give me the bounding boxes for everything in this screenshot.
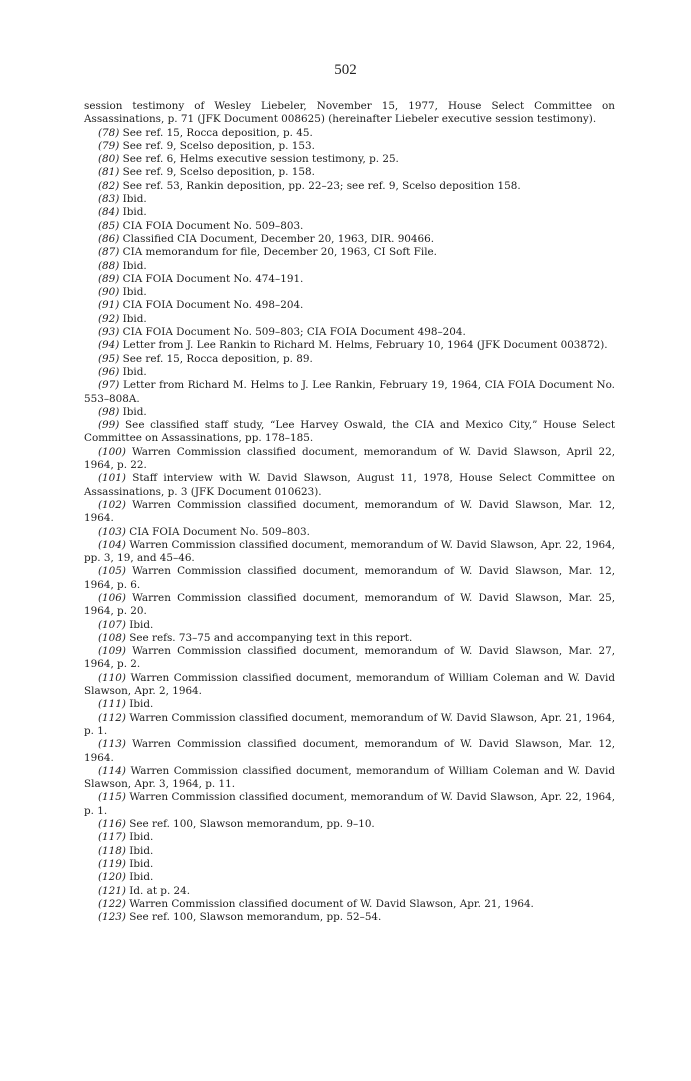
footnote-text: CIA FOIA Document No. 509–803; CIA FOIA Document 498–204. [122,326,466,339]
footnote-number: (106) [98,591,126,604]
footnote-number: (95) [98,352,120,365]
footnote-entry [84,818,615,831]
footnote-number: (84) [98,206,120,219]
footnote-number: (113) [98,738,126,751]
footnote-number: (112) [98,711,126,724]
footnote-number: (109) [98,645,126,658]
footnote-text: Ibid. [122,405,147,418]
footnote-text: Ibid. [122,286,147,299]
footnote-number: (97) [98,379,120,392]
footnote-number: (85) [98,219,120,232]
footnote-number: (79) [98,139,120,152]
footnote-number: (78) [98,126,120,139]
footnote-entry [84,286,615,299]
footnote-text: Staff interview with W. David Slawson, August 11, 1978, House Select Committee on Assassinations, p. 3 (JFK Document 010623). [84,472,616,498]
footnote-entry [84,246,615,259]
footnote-text: Ibid. [129,857,154,870]
footnote-entry [84,885,615,898]
footnote-entry [84,353,615,366]
footnote-number: (94) [98,339,120,352]
footnote-number: (83) [98,193,120,206]
footnote-entry [84,831,615,844]
footnote-entry [84,140,615,153]
footnote-text: Warren Commission classified document, memorandum of W. David Slawson, Apr. 21, 1964, p. 1. [84,711,615,737]
footnote-entry [84,765,615,792]
footnote-number: (121) [98,884,126,897]
footnote-number: (123) [98,911,126,924]
footnote-entry [84,858,615,871]
footnote-number: (100) [98,445,126,458]
footnote-entry [84,698,615,711]
footnote-number: (102) [98,498,126,511]
footnote-entry [84,738,615,765]
footnote-number: (111) [98,698,126,711]
footnote-entry [84,871,615,884]
footnote-number: (82) [98,179,120,192]
footnote-text: Warren Commission classified document, memorandum of W. David Slawson, Mar. 12, 1964. [84,738,615,764]
footnote-number: (122) [98,897,126,910]
footnote-number: (89) [98,272,120,285]
footnote-continuation [84,100,615,127]
footnote-entry [84,712,615,739]
footnote-number: (91) [98,299,120,312]
footnote-number: (116) [98,818,126,831]
footnote-text: Ibid. [129,618,154,631]
footnote-text: Warren Commission classified document of W. David Slawson, Apr. 21, 1964. [129,897,534,910]
footnote-text: CIA FOIA Document No. 509–803. [122,219,304,232]
footnote-text: See ref. 53, Rankin deposition, pp. 22–23; see ref. 9, Scelso deposition 158. [122,179,521,192]
footnote-text: Warren Commission classified document, memorandum of W. David Slawson, Mar. 25, 1964, p. 20. [84,591,615,618]
footnote-text: See ref. 15, Rocca deposition, p. 45. [122,126,313,139]
footnote-entry [84,153,615,166]
footnote-entry [84,898,615,911]
footnote-text: Ibid. [129,844,154,857]
footnote-text: Ibid. [122,206,147,219]
footnote-number: (98) [98,405,120,418]
footnote-number: (99) [98,419,120,432]
footnote-text: Classified CIA Document, December 20, 1963, DIR. 90466. [122,232,435,245]
footnote-entry [84,313,615,326]
footnote-text: See ref. 6, Helms executive session testimony, p. 25. [122,153,399,166]
footnote-text: Ibid. [122,259,147,272]
footnote-entry [84,526,615,539]
footnote-entry [84,206,615,219]
footnote-text: Ibid. [129,871,154,884]
footnote-entry [84,166,615,179]
footnote-text: Warren Commission classified document, memorandum of William Coleman and W. David Slawson, Apr. 3, 1964, p. 11. [84,764,615,791]
footnote-number: (93) [98,326,120,339]
footnote-text: See ref. 100, Slawson memorandum, pp. 52–54. [129,911,382,924]
footnote-entry [84,233,615,246]
footnote-text: Warren Commission classified document, memorandum of W. David Slawson, Mar. 12, 1964. [84,498,615,525]
footnote-text: Id. at p. 24. [129,884,191,897]
page-number: 502 [334,62,357,78]
footnote-entry [84,645,615,672]
footnote-text: Warren Commission classified document, memorandum of W. David Slawson, Mar. 12, 1964, p. 6. [84,565,615,591]
footnote-text: session testimony of Wesley Liebeler, November 15, 1977, House Select Committee on Assassinations, p. 71 (JFK Document 008625) (hereinafter Liebeler executive session testimony). [84,100,615,126]
footnote-number: (87) [98,246,120,259]
footnote-number: (80) [98,153,120,166]
footnote-text: Ibid. [129,831,154,844]
footnote-number: (120) [98,871,126,884]
footnote-number: (110) [98,671,126,684]
footnote-number: (115) [98,791,126,804]
footnote-text: Warren Commission classified document, memorandum of William Coleman and W. David Slawson, Apr. 2, 1964. [84,671,615,698]
footnote-text: See refs. 73–75 and accompanying text in this report. [129,631,413,644]
footnote-text: Ibid. [122,312,147,325]
footnote-number: (108) [98,631,126,644]
footnote-entry [84,592,615,619]
footnote-entry [84,619,615,632]
footnote-entry [84,632,615,645]
footnote-number: (105) [98,565,126,578]
footnote-text: Warren Commission classified document, memorandum of W. David Slawson, April 22, 1964, p. 22. [84,445,615,472]
footnote-text: See classified staff study, “Lee Harvey Oswald, the CIA and Mexico City,” House Select Committee on Assassinations, pp. 178–185. [84,419,615,445]
footnote-text: Ibid. [122,365,147,378]
footnote-entry [84,472,615,499]
footnote-entry [84,845,615,858]
footnote-number: (101) [98,472,126,485]
footnote-number: (117) [98,831,126,844]
footnote-entry [84,339,615,352]
footnote-number: (118) [98,844,126,857]
footnote-number: (88) [98,259,120,272]
footnote-entry [84,299,615,312]
footnote-number: (107) [98,618,126,631]
footnote-number: (86) [98,232,120,245]
footnote-entry [84,791,615,818]
footnote-text: See ref. 9, Scelso deposition, p. 153. [122,139,315,152]
footnote-entry [84,379,615,406]
footnote-text: See ref. 100, Slawson memorandum, pp. 9–10. [129,818,375,831]
footnote-entry [84,366,615,379]
footnote-text: Letter from Richard M. Helms to J. Lee Rankin, February 19, 1964, CIA FOIA Document No. 553–808A. [84,379,615,405]
footnote-entry [84,273,615,286]
footnote-number: (114) [98,764,126,777]
footnote-number: (96) [98,365,120,378]
footnote-entry [84,180,615,193]
footnote-text: Warren Commission classified document, memorandum of W. David Slawson, Mar. 27, 1964, p. 2. [84,645,615,671]
footnote-number: (119) [98,857,126,870]
footnote-number: (90) [98,286,120,299]
footnote-entry [84,406,615,419]
footnote-number: (104) [98,538,126,551]
footnote-entry [84,565,615,592]
footnote-entry [84,419,615,446]
footnote-text: Warren Commission classified document, memorandum of W. David Slawson, Apr. 22, 1964, p. 1. [84,791,615,817]
footnote-entry [84,672,615,699]
footnote-text: CIA FOIA Document No. 509–803. [129,525,310,538]
footnote-entry [84,911,615,924]
footnote-entry [84,220,615,233]
footnote-number: (92) [98,312,120,325]
footnote-entry [84,193,615,206]
footnote-text: Warren Commission classified document, memorandum of W. David Slawson, Apr. 22, 1964, pp. 3, 19, and 45–46. [84,538,615,565]
footnote-entry [84,326,615,339]
footnote-text: See ref. 9, Scelso deposition, p. 158. [122,166,315,179]
footnote-text: See ref. 15, Rocca deposition, p. 89. [122,352,313,365]
footnote-text: Letter from J. Lee Rankin to Richard M. Helms, February 10, 1964 (JFK Document 003872). [122,339,608,352]
footnote-text: CIA FOIA Document No. 474–191. [122,272,304,285]
footnote-number: (103) [98,525,126,538]
footnote-number: (81) [98,166,120,179]
footnote-text: CIA memorandum for file, December 20, 1963, CI Soft File. [122,246,437,259]
footnote-entry [84,260,615,273]
footnote-entry [84,446,615,473]
footnote-list [84,100,615,924]
footnote-entry [84,539,615,566]
footnote-text: CIA FOIA Document No. 498–204. [122,299,304,312]
footnote-entry [84,499,615,526]
footnote-entry [84,127,615,140]
footnote-text: Ibid. [129,698,154,711]
footnote-text: Ibid. [122,193,147,206]
